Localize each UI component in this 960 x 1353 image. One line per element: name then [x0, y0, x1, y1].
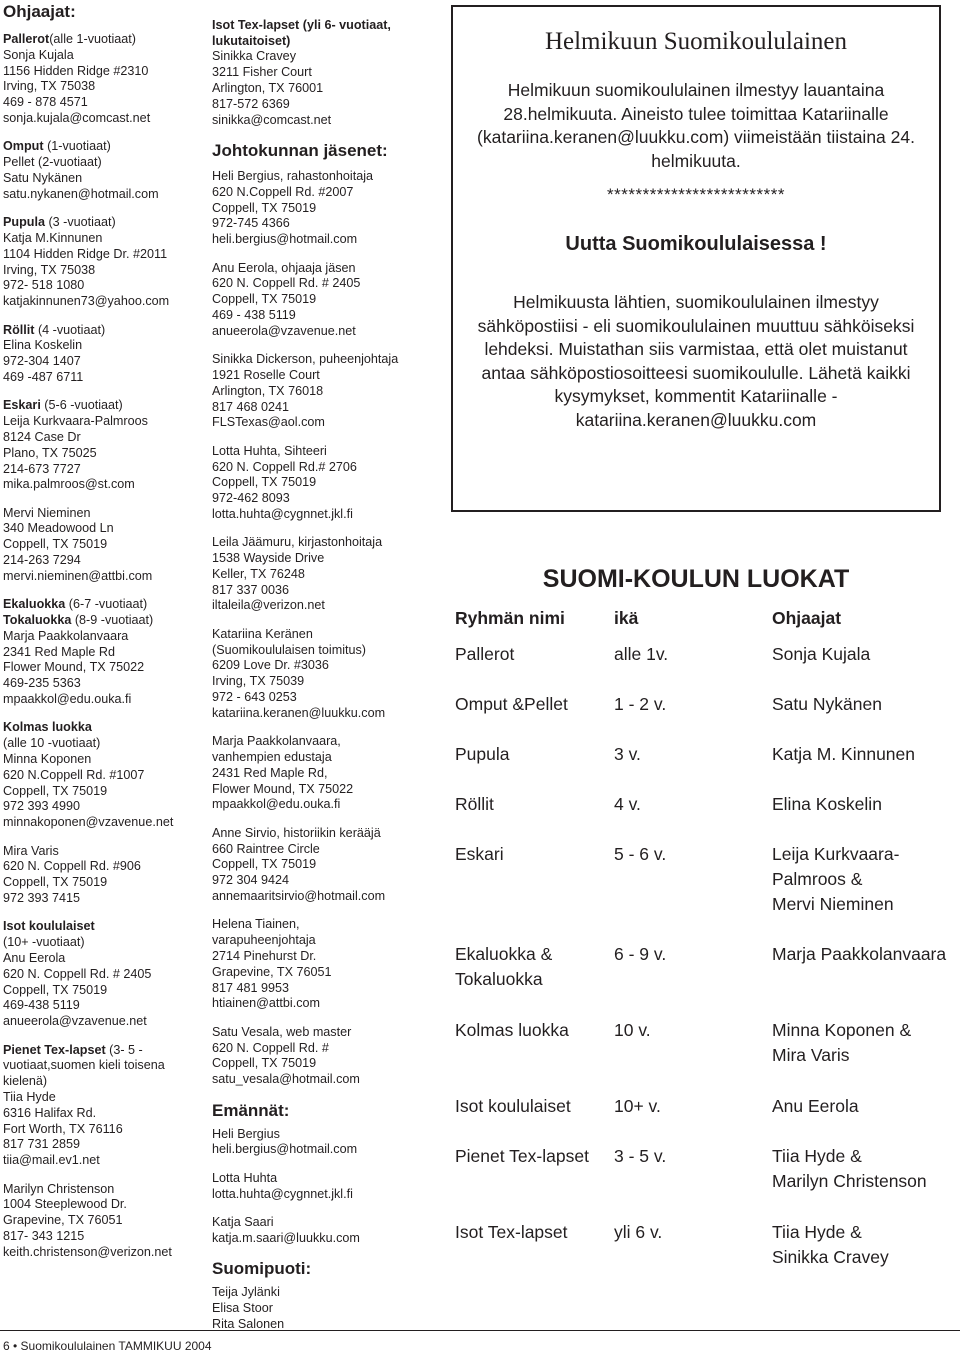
board-member: Katariina Keränen (Suomikoululaisen toimitus) 6209 Love Dr. #3036 Irving, TX 75039 972 - 643 0253 katariina.keranen@luukku.com: [212, 626, 386, 720]
classes-header-row: [455, 606, 960, 642]
class-instructors: Katja M. Kinnunen: [772, 744, 916, 764]
news-title: Helmikuun Suomikoululainen: [544, 28, 848, 55]
class-group-name: Omput &Pellet: [455, 694, 568, 714]
instructor-group-name: Pienet Tex-lapset: [3, 1042, 106, 1057]
instructor-entry: [3, 1182, 203, 1261]
class-group-name: Pupula: [455, 744, 510, 764]
class-instructors: Leija Kurkvaara- Palmroos & Mervi Nieminen: [772, 844, 900, 914]
class-group-name: Pienet Tex-lapset: [455, 1146, 589, 1166]
instructor-details: (1-vuotiaat) Pellet (2-vuotiaat) Satu Nykänen satu.nykanen@hotmail.com: [3, 139, 159, 201]
instructor-entry: [3, 919, 203, 1030]
separator-stars: *************************: [607, 185, 785, 204]
instructor-group-name: Omput: [3, 139, 44, 154]
instructor-entry-isot-tex: [212, 2, 440, 128]
instructor-details: (4 -vuotiaat) Elina Koskelin 972-304 1407 469 -487 6711: [3, 322, 106, 384]
instructor-details: (10+ -vuotiaat) Anu Eerola 620 N. Coppell Rd. # 2405 Coppell, TX 75019 469-438 5119 anueerola@vzavenue.net: [3, 935, 152, 1029]
class-row: [455, 842, 960, 942]
class-age: 4 v.: [614, 794, 641, 814]
classes-rows: [455, 642, 960, 1270]
class-instructors: Minna Koponen & Mira Varis: [772, 1020, 912, 1065]
class-instructors: Elina Koskelin: [772, 794, 882, 814]
instructor-details: Mervi Nieminen 340 Meadowood Ln Coppell, TX 75019 214-263 7294 mervi.nieminen@attbi.com: [3, 505, 153, 583]
class-age: 5 - 6 v.: [614, 844, 667, 864]
hosts-list: [212, 1127, 440, 1247]
host-member: Katja Saari katja.m.saari@luukku.com: [212, 1214, 360, 1245]
board-member: Sinikka Dickerson, puheenjohtaja 1921 Roselle Court Arlington, TX 76018 817 468 0241 FLSTexas@aol.com: [212, 352, 399, 430]
instructors-list: [3, 32, 203, 1261]
instructor-details: (6-7 -vuotiaat): [65, 597, 148, 612]
hosts-heading: Emännät:: [212, 1100, 290, 1120]
class-group-name: Röllit: [455, 794, 494, 814]
instructor-details: Marilyn Christenson 1004 Steeplewood Dr. Grapevine, TX 76051 817- 343 1215 keith.christenson@verizon.net: [3, 1181, 172, 1259]
class-row: [455, 1094, 960, 1144]
instructor-entry: [3, 597, 203, 708]
class-age: 1 - 2 v.: [614, 694, 667, 714]
instructor-details: (alle 10 -vuotiaat) Minna Koponen 620 N.Coppell Rd. #1007 Coppell, TX 75019 972 393 4990 minnakoponen@vzavenue.net: [3, 736, 174, 830]
class-instructors: Satu Nykänen: [772, 694, 882, 714]
class-instructors: Tiia Hyde & Sinikka Cravey: [772, 1222, 889, 1267]
class-group-name: Ekaluokka & Tokaluokka: [455, 944, 553, 989]
instructor-entry: [3, 1043, 203, 1169]
board-member: Helena Tiainen, varapuheenjohtaja 2714 Pinehurst Dr. Grapevine, TX 76051 817 481 9953 htiainen@attbi.com: [212, 917, 332, 1011]
board-column: [212, 2, 440, 1345]
class-group-name: Isot Tex-lapset: [455, 1222, 568, 1242]
instructor-entry: [3, 506, 203, 585]
board-member: Satu Vesala, web master 620 N. Coppell Rd. # Coppell, TX 75019 satu_vesala@hotmail.com: [212, 1024, 360, 1087]
class-row: [455, 642, 960, 692]
instructor-group-name: Pupula: [3, 215, 45, 230]
board-member: Anne Sirvio, historiikin kerääjä 660 Raintree Circle Coppell, TX 75019 972 304 9424 annemaaritsirvio@hotmail.com: [212, 825, 386, 903]
host-member: Heli Bergius heli.bergius@hotmail.com: [212, 1126, 358, 1157]
news-paragraph-2: Helmikuusta lähtien, suomikoululainen ilmestyy sähköpostiisi - eli suomikoululainen muuttuu sähköiseksi lehdeksi. Muistathan siis varmistaa, että olet muistanut antaa sähköpostiosoitteesi suomikoululle. Lähetä kaikki kysymykset, kommentit Katariinalle - katariina.keranen@luukku.com: [477, 292, 915, 430]
class-instructors: Sonja Kujala: [772, 644, 871, 664]
class-group-name: Kolmas luokka: [455, 1020, 569, 1040]
class-group-name: Eskari: [455, 844, 504, 864]
board-member: Lotta Huhta, Sihteeri 620 N. Coppell Rd.# 2706 Coppell, TX 75019 972-462 8093 lotta.huhta@cygnnet.jkl.fi: [212, 443, 357, 521]
instructors-column: [3, 2, 203, 1273]
board-member: Leila Jäämuru, kirjastonhoitaja 1538 Wayside Drive Keller, TX 76248 817 337 0036 iltaleila@verizon.net: [212, 535, 383, 613]
instructor-entry: [3, 720, 203, 831]
class-row: [455, 692, 960, 742]
instructor-details: (8-9 -vuotiaat) Marja Paakkolanvaara 2341 Red Maple Rd Flower Mound, TX 75022 469-235 5363 mpaakkol@edu.ouka.fi: [3, 613, 154, 707]
header-age: ikä: [614, 608, 639, 628]
class-row: [455, 1144, 960, 1220]
shop-members: Teija Jylänki Elisa Stoor Rita Salonen: [212, 1285, 285, 1331]
instructor-group-name: Kolmas luokka: [3, 720, 92, 735]
class-row: [455, 942, 960, 1018]
class-age: 3 v.: [614, 744, 641, 764]
host-member: Lotta Huhta lotta.huhta@cygnnet.jkl.fi: [212, 1170, 353, 1201]
board-list: [212, 169, 440, 1088]
news-paragraph-1: Helmikuun suomikoululainen ilmestyy lauantaina 28.helmikuuta. Aineisto tulee toimittaa Katariinalle (katariina.keranen@luukku.com) viimeistään tiistaina 24. helmikuuta.: [477, 80, 915, 171]
class-row: [455, 742, 960, 792]
class-row: [455, 1220, 960, 1270]
class-age: 10 v.: [614, 1020, 651, 1040]
board-member: Marja Paakkolanvaara, vanhempien edustaja 2431 Red Maple Rd, Flower Mound, TX 75022 mpaakkol@edu.ouka.fi: [212, 734, 354, 812]
instructor-details: Mira Varis 620 N. Coppell Rd. #906 Coppell, TX 75019 972 393 7415: [3, 843, 141, 905]
instructor-details: (3- 5 - vuotiaat,suomen kieli toisena kielenä) Tiia Hyde 6316 Halifax Rd. Fort Worth, TX 76116 817 731 2859 tiia@mail.ev1.net: [3, 1042, 165, 1168]
instructor-group-name: Tokaluokka: [3, 613, 72, 628]
class-age: 10+ v.: [614, 1096, 661, 1116]
instructors-heading: Ohjaajat:: [3, 2, 76, 21]
class-row: [455, 792, 960, 842]
board-member: Heli Bergius, rahastonhoitaja 620 N.Coppell Rd. #2007 Coppell, TX 75019 972-745 4366 heli.bergius@hotmail.com: [212, 168, 374, 247]
class-age: alle 1v.: [614, 644, 669, 664]
page-footer: 6 • Suomikoululainen TAMMIKUU 2004: [3, 1339, 212, 1353]
instructor-entry: [3, 32, 203, 127]
class-instructors: Marja Paakkolanvaara: [772, 944, 947, 964]
instructor-group-name: Ekaluokka: [3, 597, 66, 612]
shop-heading: Suomipuoti:: [212, 1259, 312, 1279]
footer-divider: [0, 1330, 960, 1331]
header-instructors: Ohjaajat: [772, 608, 842, 628]
instructor-details: (3 -vuotiaat) Katja M.Kinnunen 1104 Hidden Ridge Dr. #2011 Irving, TX 75038 972- 518 1080 katjakinnunen73@yahoo.com: [3, 215, 170, 309]
instructor-details: (5-6 -vuotiaat) Leija Kurkvaara-Palmroos 8124 Case Dr Plano, TX 75025 214-673 7727 mika.palmroos@st.com: [3, 398, 148, 492]
class-instructors: Anu Eerola: [772, 1096, 859, 1116]
instructor-group-name: Isot koululaiset: [3, 919, 95, 934]
class-group-name: Pallerot: [455, 644, 515, 664]
header-group-name: Ryhmän nimi: [455, 608, 565, 628]
instructor-entry-details: Sinikka Cravey 3211 Fisher Court Arlington, TX 76001 817-572 6369 sinikka@comcast.net: [212, 49, 332, 127]
instructor-group-name: Eskari: [3, 398, 41, 413]
class-instructors: Tiia Hyde & Marilyn Christenson: [772, 1146, 927, 1191]
news-box: [451, 5, 941, 512]
board-member: Anu Eerola, ohjaaja jäsen 620 N. Coppell Rd. # 2405 Coppell, TX 75019 469 - 438 5119 anueerola@vzavenue.net: [212, 260, 361, 338]
instructor-entry: [3, 844, 203, 907]
instructor-group-name: Röllit: [3, 322, 35, 337]
class-row: [455, 1018, 960, 1094]
instructor-group-name: Pallerot: [3, 32, 50, 46]
instructor-entry: [3, 215, 203, 310]
class-age: 6 - 9 v.: [614, 944, 667, 964]
classes-title: SUOMI-KOULUN LUOKAT: [542, 565, 850, 593]
board-heading: Johtokunnan jäsenet:: [212, 140, 388, 160]
instructor-entry-title: Isot Tex-lapset (yli 6- vuotiaat, lukutaitoiset): [212, 17, 391, 48]
class-age: 3 - 5 v.: [614, 1146, 667, 1166]
instructor-entry: [3, 398, 203, 493]
instructor-details: (alle 1-vuotiaat) Sonja Kujala 1156 Hidden Ridge #2310 Irving, TX 75038 469 - 878 4571 sonja.kujala@comcast.net: [3, 32, 151, 125]
classes-table: [455, 606, 960, 1270]
instructor-entry: [3, 139, 203, 202]
class-group-name: Isot koululaiset: [455, 1096, 571, 1116]
news-subheading: Uutta Suomikoululaisessa !: [565, 233, 827, 255]
class-age: yli 6 v.: [614, 1222, 663, 1242]
instructor-entry: [3, 323, 203, 386]
